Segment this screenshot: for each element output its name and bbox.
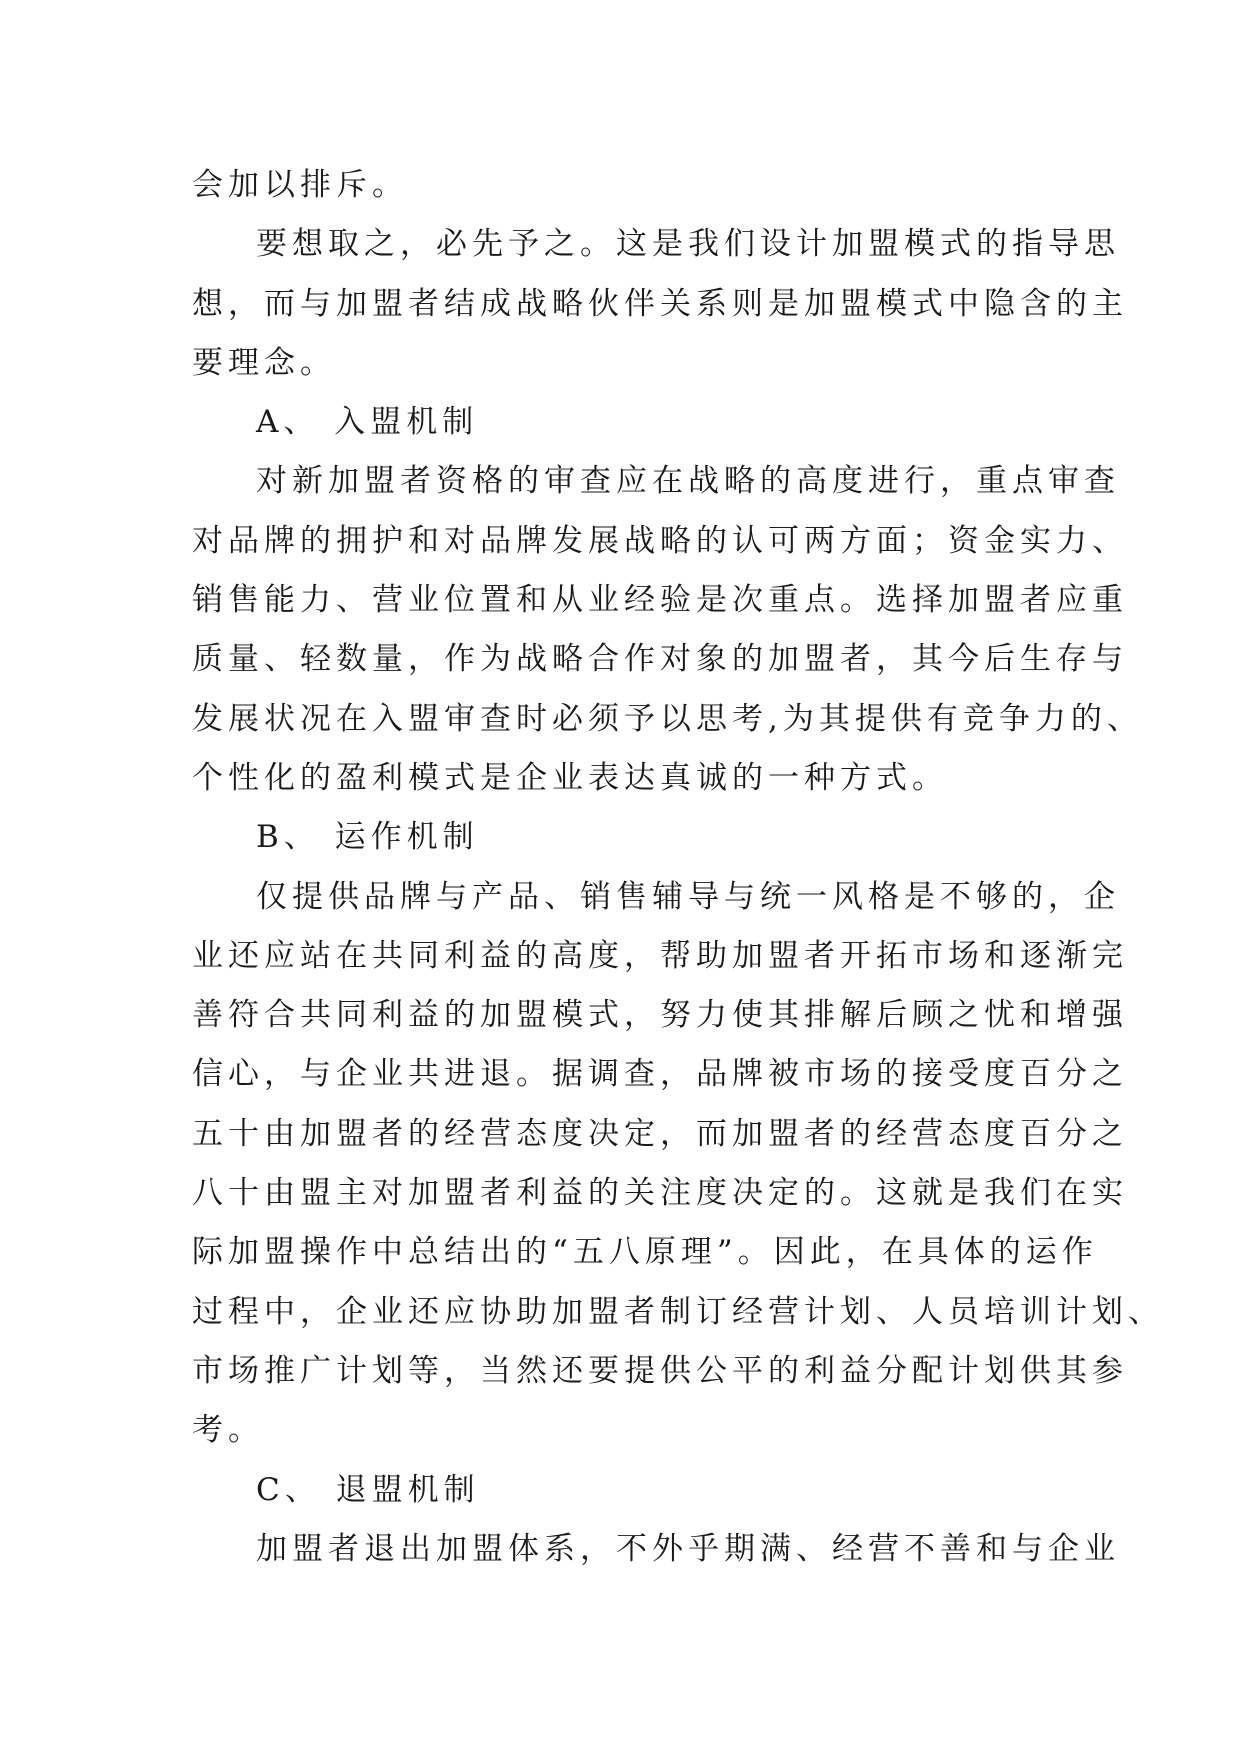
text-line: C、 退盟机制 (256, 1471, 480, 1508)
text-line: 五十由加盟者的经营态度决定，而加盟者的经营态度百分之 (192, 1115, 1128, 1152)
text-line: 善符合共同利益的加盟模式，努力使其排解后顾之忧和增强 (192, 997, 1128, 1034)
text-line: 想，而与加盟者结成战略伙伴关系则是加盟模式中隐含的主 (192, 285, 1128, 322)
text-line: 际加盟操作中总结出的“五八原理”。因此，在具体的运作 (192, 1234, 1098, 1271)
text-line: 个性化的盈利模式是企业表达真诚的一种方式。 (192, 759, 948, 796)
text-line: 考。 (192, 1412, 264, 1449)
text-line: 仅提供品牌与产品、销售辅导与统一风格是不够的，企 (256, 878, 1120, 915)
text-line: 业还应站在共同利益的高度，帮助加盟者开拓市场和逐渐完 (192, 937, 1128, 974)
text-line: A、 入盟机制 (256, 404, 479, 441)
text-line: 会加以排斥。 (192, 167, 408, 203)
text-line: 对品牌的拥护和对品牌发展战略的认可两方面；资金实力、 (192, 522, 1128, 559)
text-line: 加盟者退出加盟体系，不外乎期满、经营不善和与企业 (256, 1530, 1120, 1567)
text-line: 发展状况在入盟审查时必须予以思考,为其提供有竞争力的、 (192, 700, 1143, 737)
document-body (192, 156, 1164, 1579)
text-line: 对新加盟者资格的审查应在战略的高度进行，重点审查 (256, 463, 1120, 500)
text-line: 要理念。 (192, 344, 336, 381)
text-line: 市场推广计划等，当然还要提供公平的利益分配计划供其参 (192, 1352, 1128, 1389)
text-line: 质量、轻数量，作为战略合作对象的加盟者，其今后生存与 (192, 641, 1128, 678)
text-line: 销售能力、营业位置和从业经验是次重点。选择加盟者应重 (192, 582, 1128, 619)
text-line: 八十由盟主对加盟者利益的关注度决定的。这就是我们在实 (192, 1175, 1128, 1212)
text-line: 要想取之，必先予之。这是我们设计加盟模式的指导思 (256, 226, 1120, 263)
text-line: 信心，与企业共进退。据调查，品牌被市场的接受度百分之 (192, 1056, 1128, 1093)
text-line: 过程中，企业还应协助加盟者制订经营计划、人员培训计划、 (192, 1293, 1164, 1330)
text-line: B、 运作机制 (256, 819, 479, 856)
